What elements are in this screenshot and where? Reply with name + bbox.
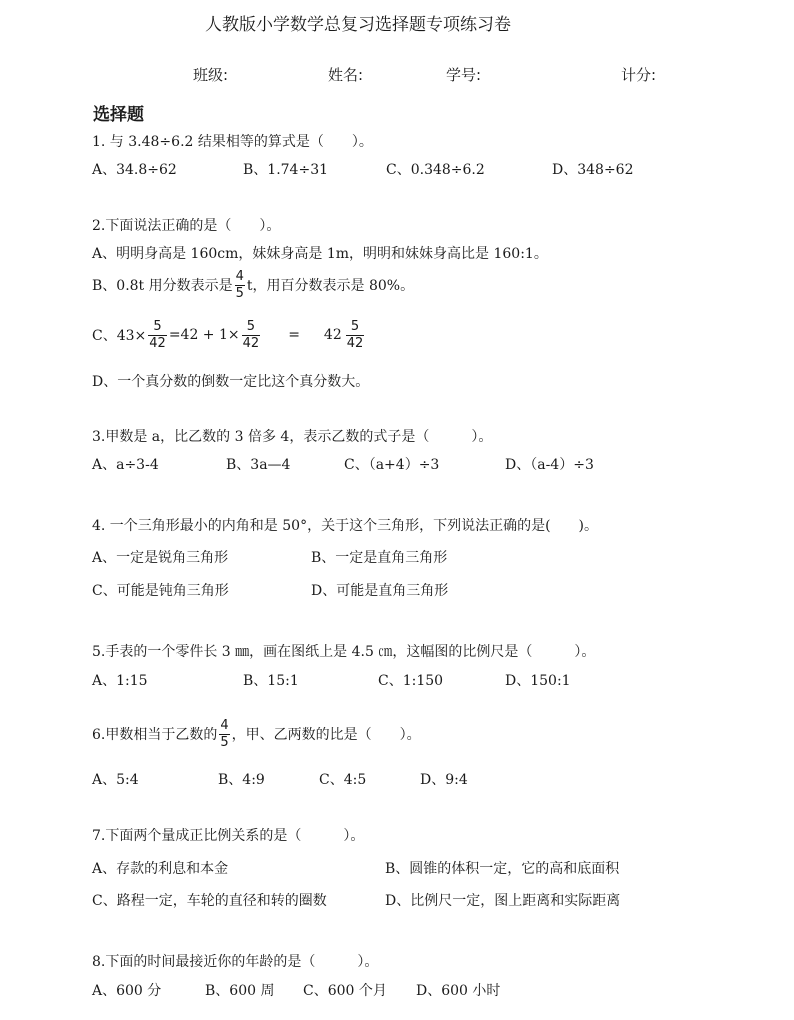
question-3-stem: 3.甲数是 a，比乙数的 3 倍多 4，表示乙数的式子是（ ）。 xyxy=(92,429,493,445)
question-6-option-a: A、5:4 xyxy=(92,772,139,788)
fraction-numerator: 5 xyxy=(153,319,162,334)
name-label: 姓名: xyxy=(328,66,364,84)
question-3-option-d: D、（a-4）÷3 xyxy=(505,457,594,473)
question-4-option-d: D、可能是直角三角形 xyxy=(311,583,449,599)
question-5-option-c: C、1:150 xyxy=(378,673,444,689)
fraction-numerator: 5 xyxy=(350,319,360,334)
question-7-option-c: C、路程一定，车轮的直径和转的圈数 xyxy=(92,893,327,909)
question-3-option-a: A、a÷3-4 xyxy=(92,457,159,473)
question-2-option-c xyxy=(92,320,366,350)
question-6-option-c: C、4:5 xyxy=(319,772,367,788)
question-1-option-d: D、348÷62 xyxy=(552,162,634,178)
question-5-option-a: A、1:15 xyxy=(92,673,148,689)
question-4-stem: 4. 一个三角形最小的内角和是 50°，关于这个三角形，下列说法正确的是( )。 xyxy=(92,518,598,534)
question-4-option-c: C、可能是钝角三角形 xyxy=(92,583,229,599)
question-1-option-b: B、1.74÷31 xyxy=(243,162,329,178)
option-c-text-mid: =42 + 1× xyxy=(168,327,240,344)
question-2-option-d: D、一个真分数的倒数一定比这个真分数大。 xyxy=(92,374,370,390)
fraction-numerator: 4 xyxy=(235,269,244,284)
question-7-option-d: D、比例尺一定，图上距离和实际距离 xyxy=(385,893,621,909)
question-5-stem: 5.手表的一个零件长 3 ㎜，画在图纸上是 4.5 ㎝，这幅图的比例尺是（ ）。 xyxy=(92,644,596,660)
question-6-stem-pre: 6.甲数相当于乙数的 xyxy=(92,727,218,744)
fraction xyxy=(235,270,245,300)
fraction xyxy=(242,320,261,350)
question-8-option-c: C、600 个月 xyxy=(303,983,387,999)
fraction xyxy=(219,719,229,749)
section-title: 选择题 xyxy=(93,105,144,125)
question-6-option-b: B、4:9 xyxy=(218,772,265,788)
question-6-stem-post: ，甲、乙两数的比是（ ）。 xyxy=(231,727,421,744)
question-6-stem xyxy=(92,719,421,749)
question-6-option-d: D、9:4 xyxy=(420,772,468,788)
mixed-number-whole: 42 xyxy=(323,327,342,344)
fraction xyxy=(346,320,365,350)
question-8-stem: 8.下面的时间最接近你的年龄的是（ ）。 xyxy=(92,954,379,970)
fraction-denominator: 42 xyxy=(346,335,364,351)
question-1-stem: 1. 与 3.48÷6.2 结果相等的算式是（ ）。 xyxy=(92,134,373,150)
question-3-option-b: B、3a—4 xyxy=(226,457,291,473)
question-7-option-b: B、圆锥的体积一定，它的高和底面积 xyxy=(385,861,620,877)
question-7-stem: 7.下面两个量成正比例关系的是（ ）。 xyxy=(92,828,365,844)
fraction-denominator: 5 xyxy=(235,285,244,301)
question-8-option-d: D、600 小时 xyxy=(416,983,501,999)
fraction-denominator: 42 xyxy=(242,335,260,351)
question-4-option-b: B、一定是直角三角形 xyxy=(311,550,448,566)
question-2-stem: 2.下面说法正确的是（ ）。 xyxy=(92,218,281,234)
fraction-denominator: 42 xyxy=(149,335,166,351)
fraction-numerator: 5 xyxy=(246,319,256,334)
question-1-option-c: C、0.348÷6.2 xyxy=(386,162,485,178)
question-5-option-b: B、15:1 xyxy=(243,673,299,689)
option-c-text-pre: C、43× xyxy=(92,328,147,345)
fraction-numerator: 4 xyxy=(220,718,229,733)
fraction-denominator: 5 xyxy=(220,734,229,750)
fraction xyxy=(148,320,167,350)
mixed-number xyxy=(324,320,366,350)
option-b-text-post: t，用百分数表示是 80%。 xyxy=(246,278,415,295)
page-title: 人教版小学数学总复习选择题专项练习卷 xyxy=(205,15,511,35)
question-1-option-a: A、34.8÷62 xyxy=(92,162,177,178)
question-2-option-b xyxy=(92,270,414,300)
question-3-option-c: C、（a+4）÷3 xyxy=(344,457,440,473)
question-7-option-a: A、存款的利息和本金 xyxy=(92,861,229,877)
equals-sign: = xyxy=(288,327,300,344)
question-4-option-a: A、一定是锐角三角形 xyxy=(92,550,229,566)
class-label: 班级: xyxy=(193,66,229,84)
question-2-option-a: A、明明身高是 160cm，妹妹身高是 1m，明明和妹妹身高比是 160:1。 xyxy=(92,246,548,262)
question-5-option-d: D、150:1 xyxy=(505,673,571,689)
question-8-option-b: B、600 周 xyxy=(205,983,275,999)
score-label: 计分: xyxy=(621,66,657,84)
student-id-label: 学号: xyxy=(446,66,482,84)
option-b-text-pre: B、0.8t 用分数表示是 xyxy=(92,278,233,295)
question-8-option-a: A、600 分 xyxy=(92,983,162,999)
